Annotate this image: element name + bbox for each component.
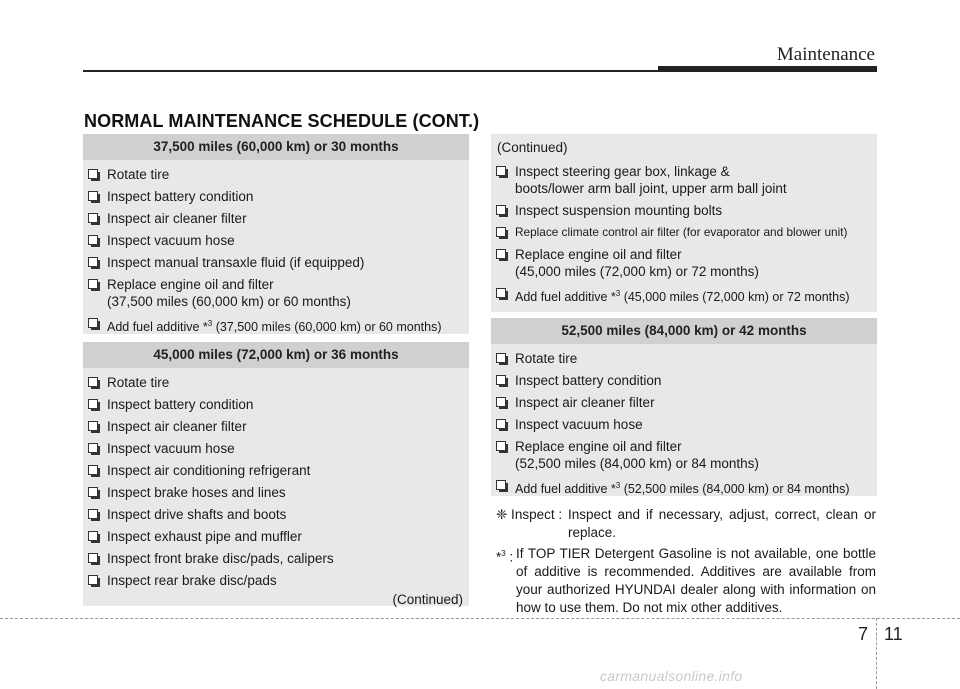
list-item: Inspect front brake disc/pads, calipers [83,550,469,567]
schedule-panel-continued [491,134,877,312]
panel-heading: 52,500 miles (84,000 km) or 42 months [491,318,877,344]
list-item: Inspect manual transaxle fluid (if equipped) [83,254,469,271]
list-item: Inspect vacuum hose [491,416,877,433]
chapter-number: 7 [858,624,869,644]
checkbox-icon [88,191,98,201]
list-item: Inspect air conditioning refrigerant [83,462,469,479]
watermark: carmanualsonline.info [600,668,743,684]
inspect-note-text: Inspect and if necessary, adjust, correct, clean or replace. [568,507,876,540]
checkbox-icon [88,509,98,519]
checkbox-icon [496,205,506,215]
list-item: Inspect brake hoses and lines [83,484,469,501]
schedule-panel-45000 [83,342,469,606]
checkbox-icon [496,441,506,451]
fuel-note-text: If TOP TIER Detergent Gasoline is not available, one bottle of additive is recommended. Additives are available from your authorized HYUNDAI dealer along with information on how to use them. Do not mix other additives. [516,546,876,615]
fuel-note [496,545,876,617]
panel-heading: 37,500 miles (60,000 km) or 30 months [83,134,469,160]
checkbox-icon [88,399,98,409]
header-title: Maintenance [776,44,875,65]
schedule-panel-37500 [83,134,469,334]
checkbox-icon [496,397,506,407]
header-rule-accent [658,66,877,72]
list-item: Inspect air cleaner filter [83,210,469,227]
checkbox-icon [496,480,506,490]
checkbox-icon [496,375,506,385]
checkbox-icon [88,575,98,585]
list-item: Replace engine oil and filter (37,500 miles (60,000 km) or 60 months) [83,276,469,310]
checkbox-icon [496,166,506,176]
checkbox-icon [88,421,98,431]
checkbox-icon [88,169,98,179]
list-item: Replace engine oil and filter (45,000 miles (72,000 km) or 72 months) [491,246,877,280]
header-rule [83,70,658,72]
list-item: Inspect rear brake disc/pads [83,572,469,589]
checkbox-icon [496,288,506,298]
checkbox-icon [88,553,98,563]
panel-heading: 45,000 miles (72,000 km) or 36 months [83,342,469,368]
list-item: Add fuel additive *$^3$ (45,000 miles (72,000 km) or 72 months) [491,285,877,306]
list-item: Inspect drive shafts and boots [83,506,469,523]
inspect-note [496,506,876,542]
checkbox-icon [88,279,98,289]
list-item: Add fuel additive *$^3$ (52,500 miles (84,000 km) or 84 months) [491,477,877,498]
inspect-note-label: ❈ Inspect : [496,507,563,522]
list-item: Replace climate control air filter (for evaporator and blower unit) [491,224,877,241]
checkbox-icon [88,235,98,245]
list-item: Inspect air cleaner filter [491,394,877,411]
checkbox-icon [88,487,98,497]
list-item: Rotate tire [83,166,469,183]
list-item: Replace engine oil and filter (52,500 miles (84,000 km) or 84 months) [491,438,877,472]
list-item: Add fuel additive *$^3$ (37,500 miles (60,000 km) or 60 months) [83,315,469,336]
list-item: Inspect exhaust pipe and muffler [83,528,469,545]
checkbox-icon [88,377,98,387]
checkbox-icon [496,419,506,429]
continued-label: (Continued) [497,140,568,155]
list-item: Inspect vacuum hose [83,232,469,249]
page-number: 11 [884,624,903,644]
checkbox-icon [88,318,98,328]
footer-rule [0,618,960,619]
fuel-note-label: *$^3$ : [496,549,514,565]
checkbox-icon [88,443,98,453]
list-item: Inspect battery condition [83,188,469,205]
list-item: Inspect battery condition [83,396,469,413]
page-separator [876,618,877,689]
list-item: Rotate tire [83,374,469,391]
list-item: Inspect suspension mounting bolts [491,202,877,219]
checkbox-icon [88,213,98,223]
checkbox-icon [496,227,506,237]
checkbox-icon [88,257,98,267]
section-title: NORMAL MAINTENANCE SCHEDULE (CONT.) [84,111,480,131]
list-item: Inspect air cleaner filter [83,418,469,435]
list-item: Inspect vacuum hose [83,440,469,457]
schedule-panel-52500 [491,318,877,496]
checkbox-icon [496,353,506,363]
checkbox-icon [496,249,506,259]
continued-label: (Continued) [392,592,463,607]
list-item: Inspect steering gear box, linkage & boots/lower arm ball joint, upper arm ball joint [491,163,877,197]
footnotes [496,506,876,620]
list-item: Inspect battery condition [491,372,877,389]
checkbox-icon [88,531,98,541]
list-item: Rotate tire [491,350,877,367]
checkbox-icon [88,465,98,475]
